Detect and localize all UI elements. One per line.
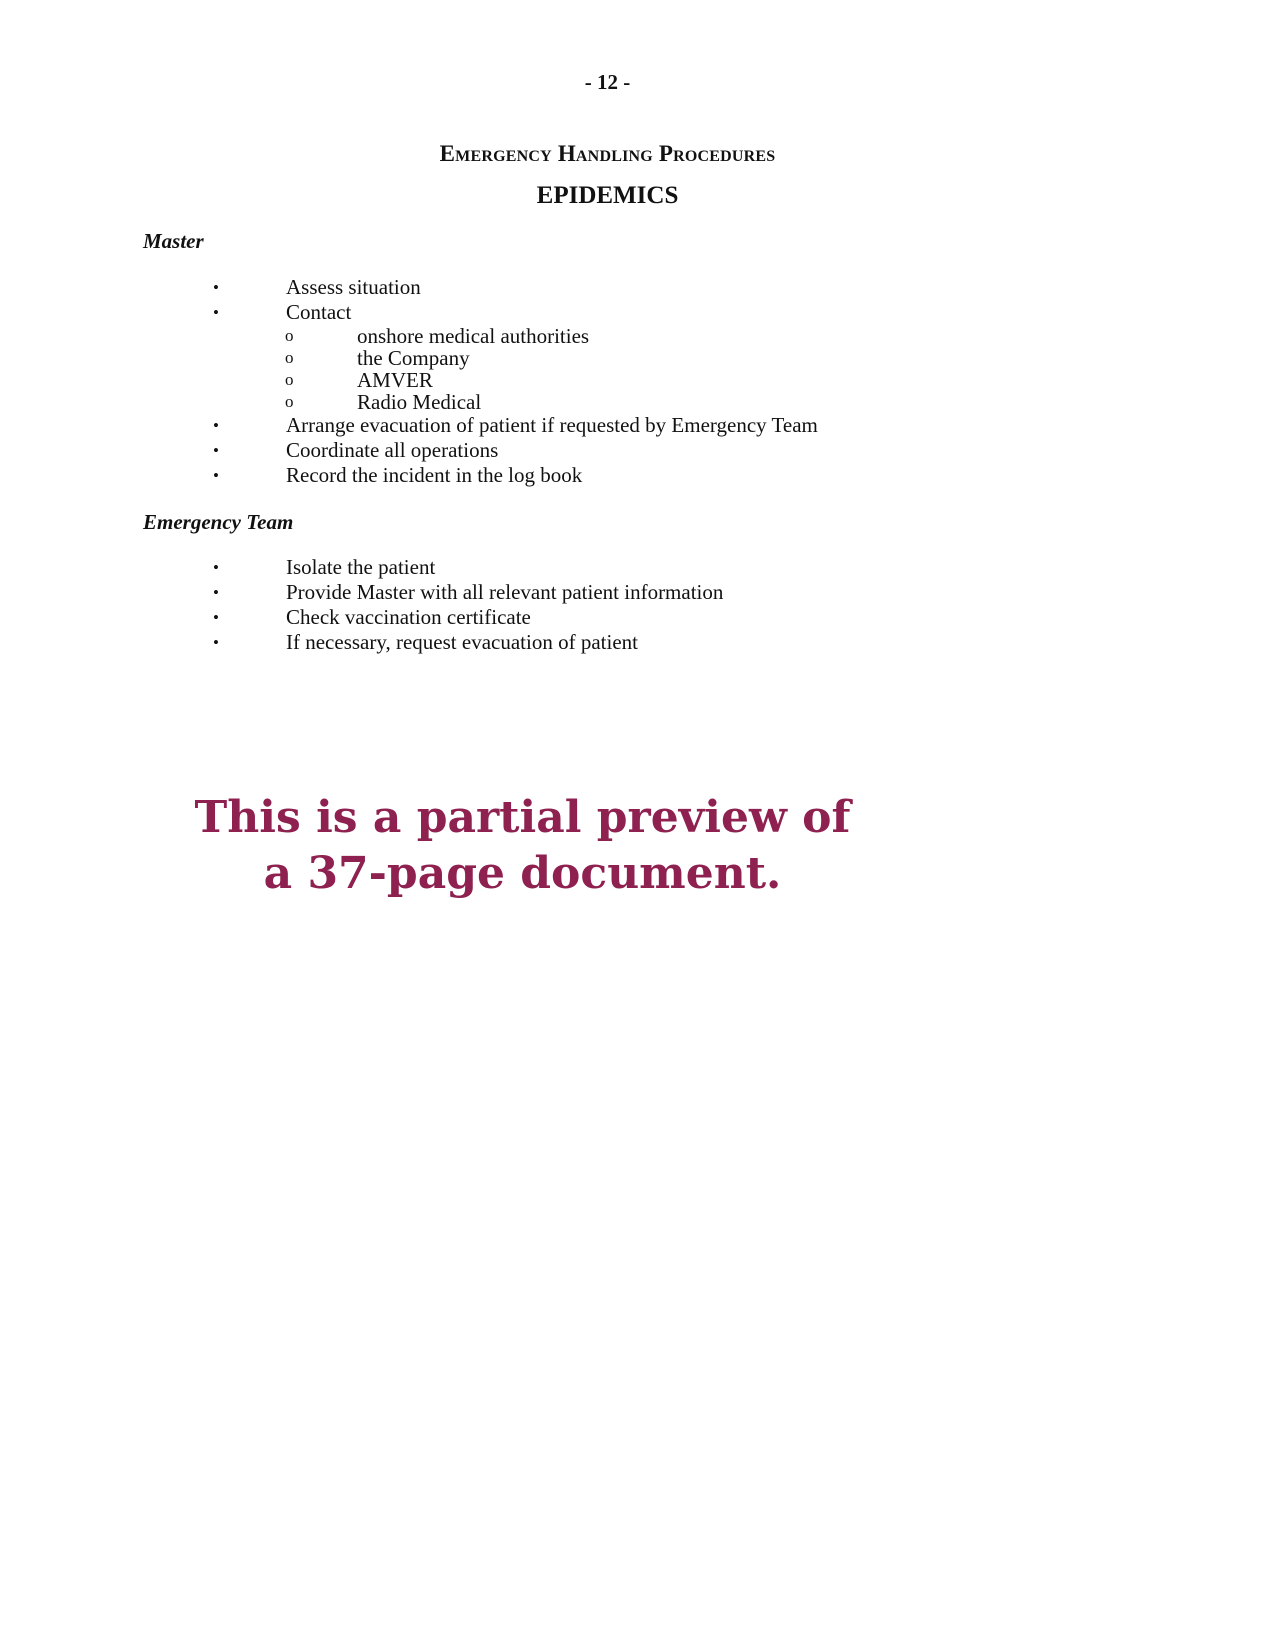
document-title: Emergency Handling Procedures xyxy=(439,141,776,166)
hollow-bullet-icon: o xyxy=(285,348,294,367)
bullet-icon: • xyxy=(213,633,219,652)
list-item-text: Coordinate all operations xyxy=(286,438,499,462)
sub-list-item-text: the Company xyxy=(357,346,470,370)
preview-watermark xyxy=(150,790,895,902)
bullet-icon: • xyxy=(213,441,219,460)
bullet-icon: • xyxy=(213,583,219,602)
sub-list-item-text: onshore medical authorities xyxy=(357,324,590,348)
bullet-icon: • xyxy=(213,303,219,322)
sub-list-item-text: Radio Medical xyxy=(357,390,482,414)
bullet-icon: • xyxy=(213,558,219,577)
hollow-bullet-icon: o xyxy=(285,392,294,411)
bullet-icon: • xyxy=(213,608,219,627)
page-number: - 12 - xyxy=(584,70,631,94)
list-item-text: Arrange evacuation of patient if requested by Emergency Team xyxy=(286,413,818,437)
bullet-icon: • xyxy=(213,416,219,435)
list-item-text: Provide Master with all relevant patient information xyxy=(286,580,724,604)
hollow-bullet-icon: o xyxy=(285,370,294,389)
list-item-text: Contact xyxy=(286,300,352,324)
document-subtitle: EPIDEMICS xyxy=(536,182,679,209)
section-heading-master: Master xyxy=(143,229,204,253)
bullet-icon: • xyxy=(213,278,219,297)
sub-list-item-text: AMVER xyxy=(357,368,433,392)
hollow-bullet-icon: o xyxy=(285,326,294,345)
bullet-icon: • xyxy=(213,466,219,485)
list-item-text: Record the incident in the log book xyxy=(286,463,583,487)
preview-watermark-line-1: This is a partial preview of xyxy=(194,792,851,843)
list-item-text: If necessary, request evacuation of patient xyxy=(286,630,638,654)
list-item-text: Check vaccination certificate xyxy=(286,605,531,629)
preview-watermark-line-2: a 37-page document. xyxy=(263,848,782,899)
section-heading-emergency-team: Emergency Team xyxy=(143,510,294,534)
list-item-text: Isolate the patient xyxy=(286,555,436,579)
list-item-text: Assess situation xyxy=(286,275,421,299)
